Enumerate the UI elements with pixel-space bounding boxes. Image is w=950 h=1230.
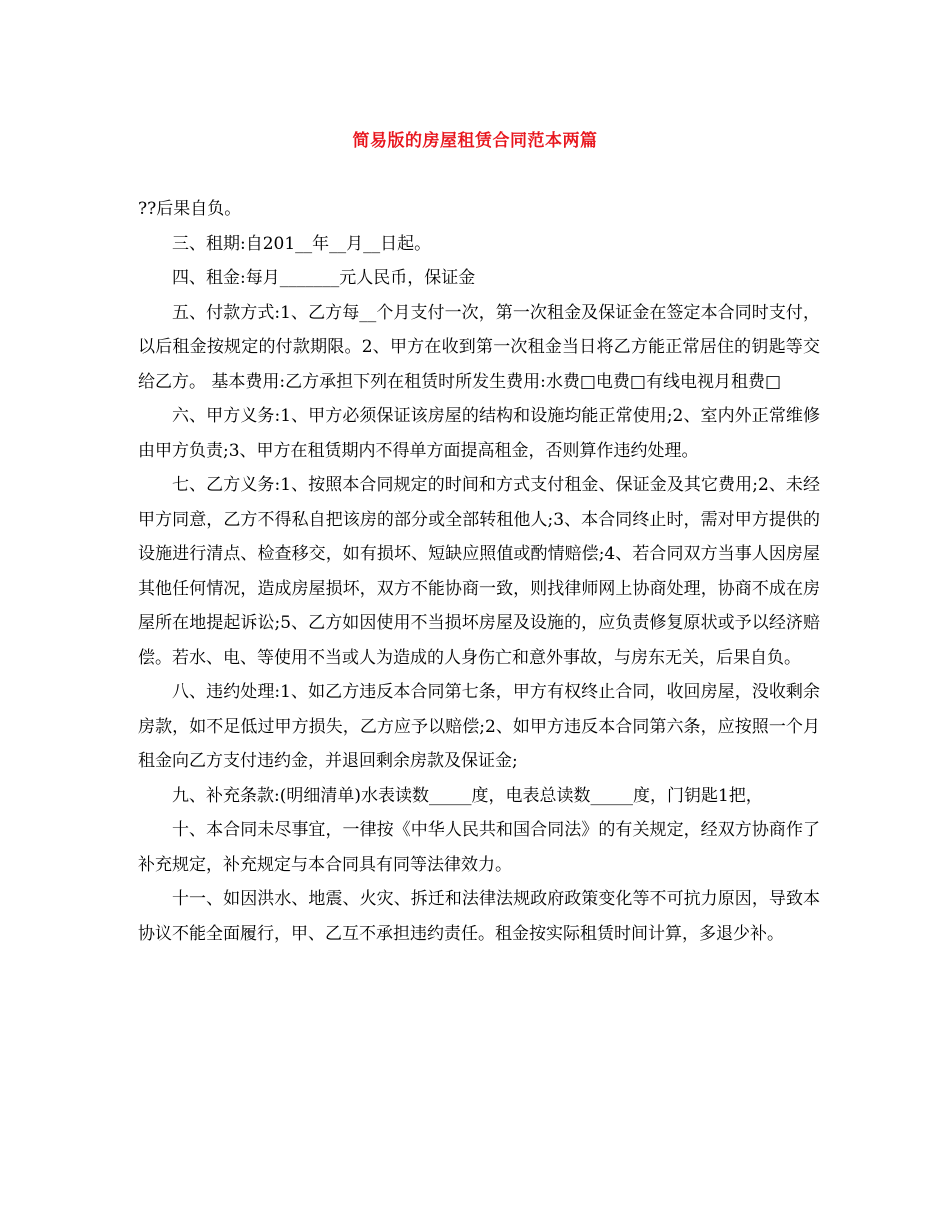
paragraph-force-majeure: 十一、如因洪水、地震、火灾、拆迁和法律法规政府政策变化等不可抗力原因，导致本协议不能全面履行，甲、乙互不承担违约责任。租金按实际租赁时间计算，多退少补。: [138, 889, 820, 944]
paragraph-breach: 八、违约处理:1、如乙方违反本合同第七条，甲方有权终止合同，收回房屋，没收剩余房款，如不足低过甲方损失，乙方应予以赔偿;2、如甲方违反本合同第六条，应按照一个月租金向乙方支付违约金，并退回剩余房款及保证金;: [138, 682, 820, 771]
document-body: [138, 192, 820, 951]
paragraph-landlord-duties: 六、甲方义务:1、甲方必须保证该房屋的结构和设施均能正常使用;2、室内外正常维修由甲方负责;3、甲方在租赁期内不得单方面提高租金，否则算作违约处理。: [138, 406, 820, 461]
paragraph-payment: 五、付款方式:1、乙方每__个月支付一次，第一次租金及保证金在签定本合同时支付，以后租金按规定的付款期限。2、甲方在收到第一次租金当日将乙方能正常居住的钥匙等交给乙方。 基本费用:乙方承担下列在租赁时所发生费用:水费□电费□有线电视月租费□: [138, 302, 820, 392]
paragraph-term: 三、租期:自201__年__月__日起。: [172, 233, 432, 254]
paragraph-supplementary: 九、补充条款:(明细清单)水表读数_____度，电表总读数_____度，门钥匙1把，: [172, 785, 763, 806]
paragraph-tenant-duties: 七、乙方义务:1、按照本合同规定的时间和方式支付租金、保证金及其它费用;2、未经甲方同意，乙方不得私自把该房的部分或全部转租他人;3、本合同终止时，需对甲方提供的设施进行清点、检查移交，如有损坏、短缺应照值或酌情赔偿;4、若合同双方当事人因房屋其他任何情况，造成房屋损坏，双方不能协商一致，则找律师网上协商处理，协商不成在房屋所在地提起诉讼;5、乙方如因使用不当损坏房屋及设施的，应负责修复原状或予以经济赔偿。若水、电、等使用不当或人为造成的人身伤亡和意外事故，与房东无关，后果自负。: [138, 475, 820, 668]
paragraph-unresolved-matters: 十、本合同未尽事宜，一律按《中华人民共和国合同法》的有关规定，经双方协商作了补充规定，补充规定与本合同具有同等法律效力。: [138, 820, 820, 875]
paragraph-continuation: ??后果自负。: [138, 199, 242, 219]
paragraph-rent: 四、租金:每月_______元人民币，保证金: [172, 268, 476, 288]
document-title: 简易版的房屋租赁合同范本两篇: [352, 131, 598, 151]
